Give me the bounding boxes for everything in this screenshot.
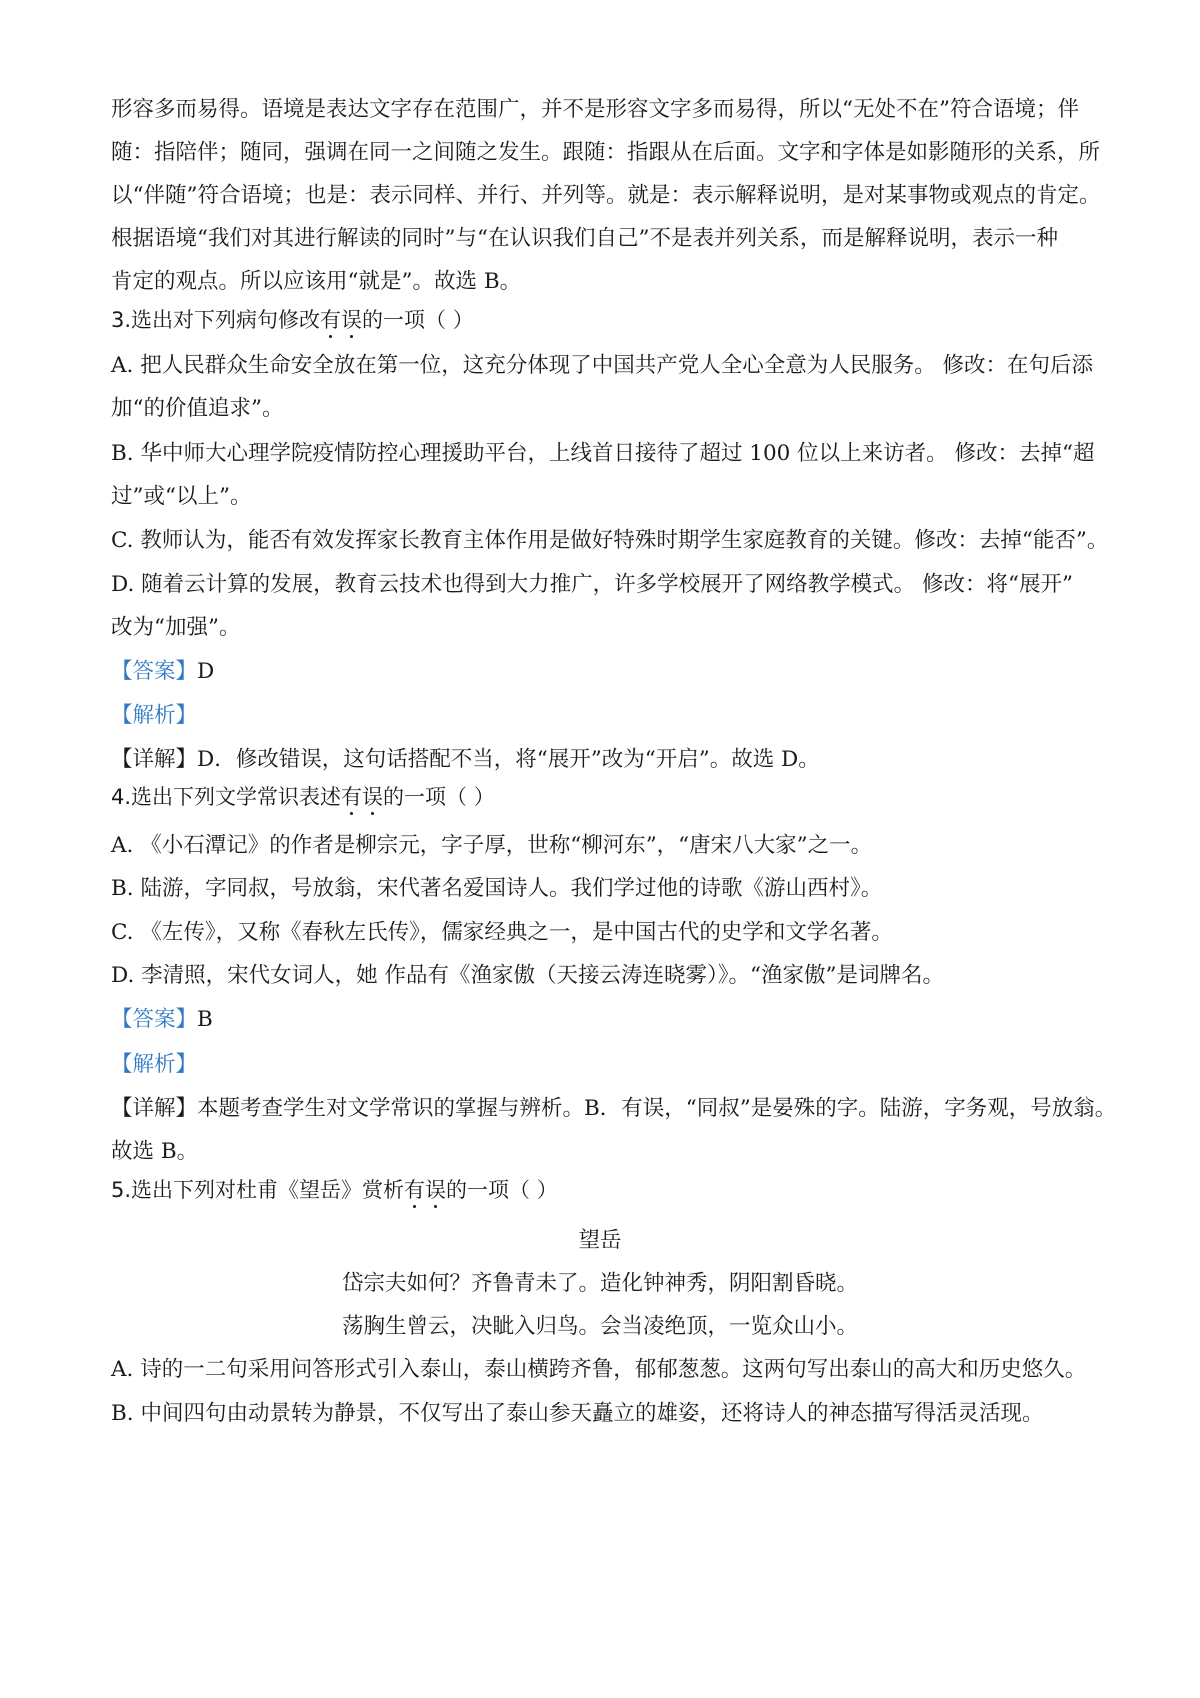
poem-title: 望岳 xyxy=(578,1228,622,1253)
q3-detail: 【详解】D．修改错误，这句话搭配不当，将“展开”改为“开启”。故选 D。 xyxy=(111,747,820,772)
q5-option-b: B. 中间四句由动景转为静景，不仅写出了泰山参天矗立的雄姿，还将诗人的神态描写得活灵活现。 xyxy=(111,1401,1044,1426)
intro-line-2: 随：指陪伴；随同，强调在同一之间随之发生。跟随：指跟从在后面。文字和字体是如影随形的关系，所 xyxy=(111,140,1101,165)
question-4-title: 4.选出下列文学常识表述有误的一项（ ） xyxy=(111,785,495,809)
q4-option-a: A. 《小石潭记》的作者是柳宗元，字子厚，世称“柳河东”，“唐宋八大家”之一。 xyxy=(111,833,873,858)
answer-value: D xyxy=(197,659,215,684)
q4-option-d: D. 李清照，宋代女词人，她 作品有《渔家傲（天接云涛连晓雾）》。“渔家傲”是词牌名。 xyxy=(111,963,944,988)
q4-analysis-tag: 【解析】 xyxy=(111,1052,198,1077)
answer-tag: 【答案】 xyxy=(111,1007,198,1032)
q3-option-a-line-2: 加“的价值追求”。 xyxy=(111,396,284,421)
intro-line-3: 以“伴随”符合语境；也是：表示同样、并行、并列等。就是：表示解释说明，是对某事物或观点的肯定。 xyxy=(111,183,1101,208)
intro-line-5: 肯定的观点。所以应该用“就是”。故选 B。 xyxy=(111,269,522,294)
answer-value: B xyxy=(197,1007,213,1032)
q4-answer xyxy=(111,1005,213,1035)
poem-line-1: 岱宗夫如何？齐鲁青未了。造化钟神秀，阴阳割昏晓。 xyxy=(341,1271,858,1296)
poem-line-2: 荡胸生曾云，决眦入归鸟。会当凌绝顶，一览众山小。 xyxy=(341,1314,858,1339)
q4-option-b: B. 陆游，字同叔，号放翁，宋代著名爱国诗人。我们学过他的诗歌《游山西村》。 xyxy=(111,876,883,901)
q4-option-c: C. 《左传》，又称《春秋左氏传》，儒家经典之一，是中国古代的史学和文学名著。 xyxy=(111,920,893,945)
intro-line-4: 根据语境“我们对其进行解读的同时”与“在认识我们自己”不是表并列关系，而是解释说明，表示一种 xyxy=(111,226,1058,251)
intro-line-1: 形容多而易得。语境是表达文字存在范围广，并不是形容文字多而易得，所以“无处不在”符合语境；伴 xyxy=(111,97,1079,122)
q3-option-a-line-1: A. 把人民群众生命安全放在第一位，这充分体现了中国共产党人全心全意为人民服务。 修改：在句后添 xyxy=(111,353,1094,378)
q3-analysis-tag: 【解析】 xyxy=(111,703,198,728)
q3-option-b-line-1: B. 华中师大心理学院疫情防控心理援助平台，上线首日接待了超过 100 位以上来访者。 修改：去掉“超 xyxy=(111,441,1095,466)
answer-tag: 【答案】 xyxy=(111,659,198,684)
q3-option-d-line-1: D. 随着云计算的发展，教育云技术也得到大力推广，许多学校展开了网络教学模式。 修改：将“展开” xyxy=(111,572,1073,597)
question-3-title: 3.选出对下列病句修改有误的一项（ ） xyxy=(111,308,474,332)
q3-option-c: C. 教师认为，能否有效发挥家长教育主体作用是做好特殊时期学生家庭教育的关键。修改：去掉“能否”。 xyxy=(111,528,1109,553)
q3-option-d-line-2: 改为“加强”。 xyxy=(111,615,241,640)
q4-detail-line-2: 故选 B。 xyxy=(111,1139,199,1164)
q3-answer xyxy=(111,657,214,687)
q3-option-b-line-2: 过”或“以上”。 xyxy=(111,484,252,509)
q5-option-a: A. 诗的一二句采用问答形式引入泰山，泰山横跨齐鲁，郁郁葱葱。这两句写出泰山的高大和历史悠久。 xyxy=(111,1357,1087,1382)
q4-detail-line-1: 【详解】本题考查学生对文学常识的掌握与辨析。B．有误，“同叔”是晏殊的字。陆游，字务观，号放翁。 xyxy=(111,1096,1117,1121)
question-5-title: 5.选出下列对杜甫《望岳》赏析有误的一项（ ） xyxy=(111,1178,558,1202)
